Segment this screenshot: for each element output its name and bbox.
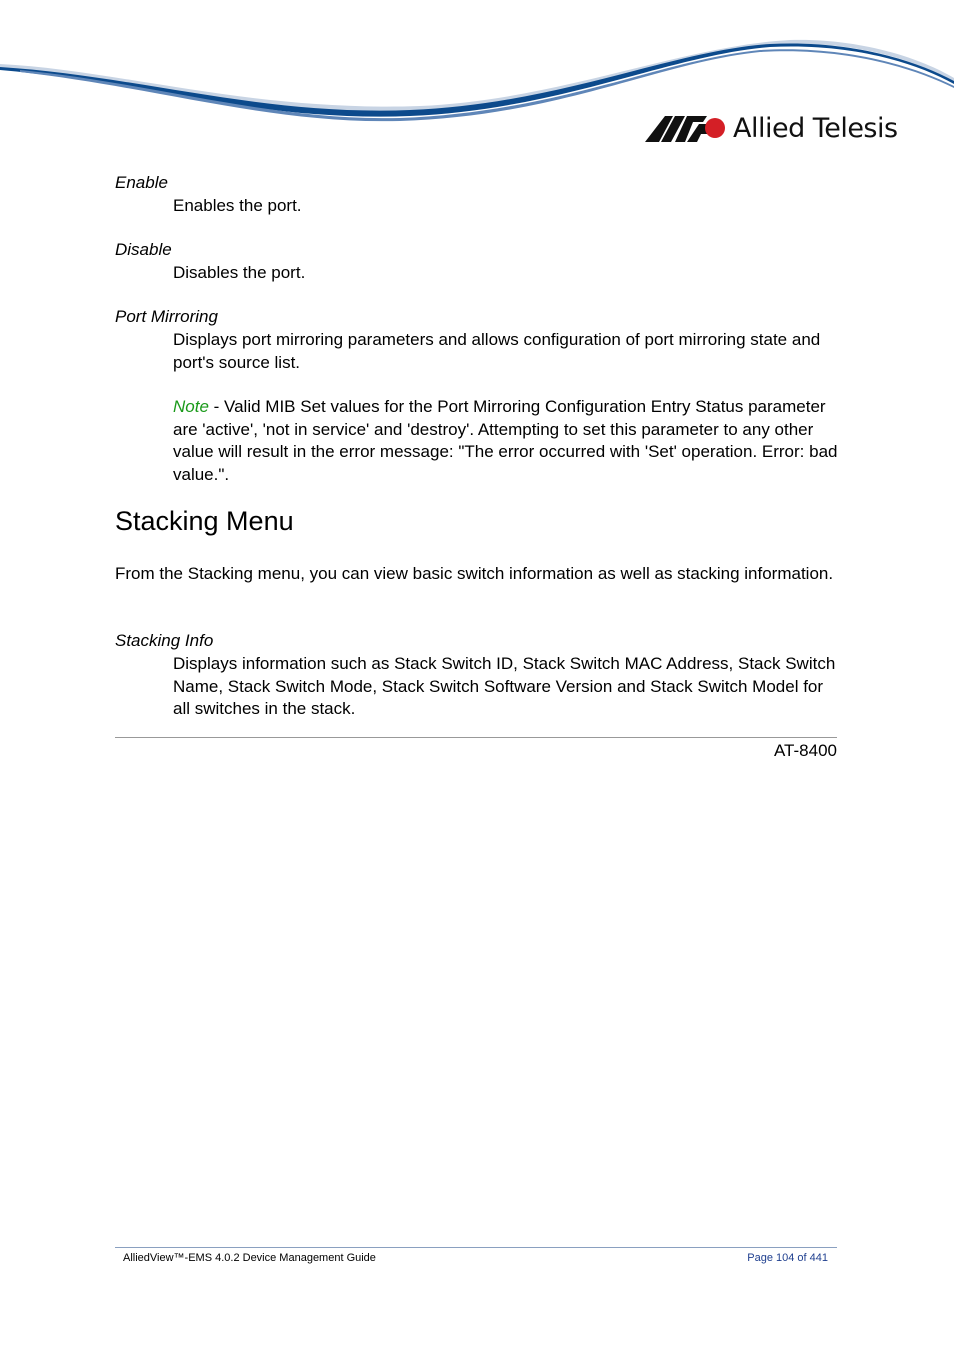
- term-disable: Disable: [115, 240, 172, 259]
- note-paragraph: [173, 396, 843, 486]
- section-title: Stacking Menu: [115, 506, 294, 536]
- footer-title: AlliedView™-EMS 4.0.2 Device Management Guide: [123, 1252, 376, 1264]
- section-divider: [115, 737, 837, 738]
- brand-name: Allied Telesis: [733, 112, 898, 144]
- allied-telesis-logo: [645, 110, 898, 146]
- term-port-mirroring: Port Mirroring: [115, 307, 218, 326]
- footer-divider: [115, 1247, 837, 1248]
- desc-port-mirroring: Displays port mirroring parameters and allows configuration of port mirroring state and port's source list.: [173, 330, 821, 372]
- note-text: - Valid MIB Set values for the Port Mirroring Configuration Entry Status parameter are 'active', 'not in service' and 'destroy'. Attempting to set this parameter to any other value will result in the error message: "The error occurred with 'Set' operation. Error: bad value.".: [173, 397, 838, 484]
- section-intro: From the Stacking menu, you can view basic switch information as well as stacking information.: [115, 564, 834, 583]
- document-code: AT-8400: [773, 741, 837, 760]
- page-number: Page 104 of 441: [747, 1252, 828, 1264]
- desc-disable: Disables the port.: [173, 263, 306, 282]
- desc-stacking-info: Displays information such as Stack Switch ID, Stack Switch MAC Address, Stack Switch Name, Stack Switch Mode, Stack Switch Software Version and Stack Switch Model for all switches in the stack.: [173, 654, 836, 718]
- allied-telesis-mark-icon: [645, 114, 727, 142]
- term-stacking-info: Stacking Info: [115, 631, 214, 650]
- note-label: Note: [173, 397, 209, 416]
- desc-enable: Enables the port.: [173, 196, 302, 215]
- term-enable: Enable: [115, 173, 168, 192]
